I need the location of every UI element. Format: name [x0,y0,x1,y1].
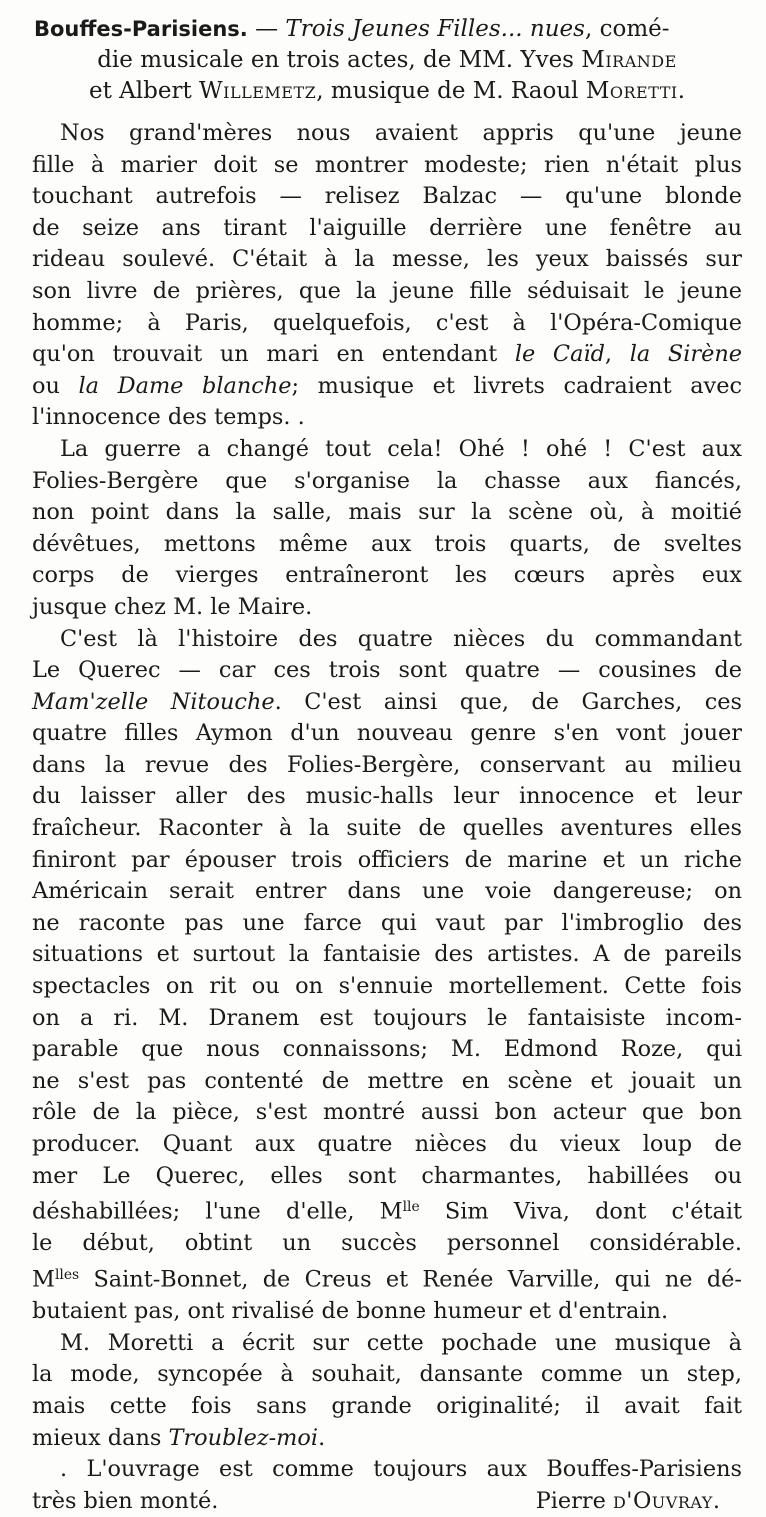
opera-title: la Dame blanche [78,372,292,399]
text-line: parable que nous connaissons; M. Edmond Roze, qui [32,1036,742,1063]
text-line: Américain serait entrer dans une voie dangereuse; on [32,878,742,905]
text-line: très bien monté. [32,1487,219,1514]
text-line: Mam'zelle Nitouche. C'est ainsi que, de Garches, ces [32,688,742,715]
paragraph [32,624,742,1328]
text-line: non point dans la salle, mais sur la scène où, à moitié [32,499,742,526]
text-line: mais cette fois sans grande originalité; il avait fait [32,1393,742,1419]
text-line: producer. Quant aux quatre nièces du vieux loup de [32,1131,742,1157]
text-line: de seize ans tirant l'aiguille derrière une fenêtre au [32,214,742,241]
signature: Pierre d'Ouvray. [535,1487,720,1514]
text-line: ou la Dame blanche; musique et livrets cadraient avec [32,372,742,399]
text-line: butaient pas, ont rivalisé de bonne humeur et d'entrain. [32,1298,669,1325]
work-title: Mam'zelle Nitouche [32,688,275,715]
theatre-name: Bouffes-Parisiens. [34,17,248,41]
text-line: du laisser aller des music-halls leur innocence et leur [32,783,742,810]
text-line: C'est là l'histoire des quatre nièces du commandant [60,625,742,652]
text-line: M. Moretti a écrit sur cette pochade une musique à [60,1329,742,1356]
text-line: $M^{lles}$ Saint-Bonnet, de Creus et Renée Varville, qui ne dé- [32,1266,742,1293]
text-line: déshabillées; l'une d'elle, $M^{lle}$ Sim Viva, dont c'était [32,1198,742,1225]
text-line: homme; à Paris, quelquefois, c'est à l'Opéra-Comique [32,309,742,336]
text-line: ne s'est pas contenté de mettre en scène et jouait un [32,1067,742,1094]
text-line: ne raconte pas une farce qui vaut par l'imbroglio des [32,909,742,936]
text-line: finiront par épouser trois officiers de marine et un riche [32,846,742,873]
work-title: Troublez-moi [168,1424,319,1451]
play-title: Trois Jeunes Filles... nues [285,16,585,42]
author-name: Willemetz [199,78,317,104]
text-line: fille à marier doit se montrer modeste; rien n'était plus [32,151,742,178]
text-line: La guerre a changé tout cela! Ohé ! ohé ! C'est aux [60,435,742,462]
paragraph [32,1454,742,1517]
text-line: le début, obtint un succès personnel considérable. [32,1230,742,1257]
opera-title: le Caïd [514,341,605,368]
text-line: son livre de prières, que la jeune fille séduisait le jeune [32,277,742,304]
text-line: touchant autrefois — relisez Balzac — qu'une blonde [32,183,742,210]
heading-line: die musicale en trois actes, de MM. Yves Mirande [97,47,677,73]
text-line: dévêtues, mettons même aux trois quarts, de sveltes [32,530,742,557]
text-line: qu'on trouvait un mari en entendant le Caïd, la Sirène [32,341,742,368]
text-line: Folies-Bergère que s'organise la chasse aux fiancés, [32,467,742,494]
composer-name: Moretti [585,78,678,104]
text-line: situations et surtout la fantaisie des artistes. A de pareils [32,941,742,968]
opera-title: la Sirène [629,341,742,368]
text-line: jusque chez M. le Maire. [32,593,313,620]
text-line: Nos grand'mères nous avaient appris qu'une jeune [60,120,742,146]
review-heading [34,14,740,107]
heading-line: et Albert Willemetz, musique de M. Raoul Moretti. [88,78,685,104]
text-line: on a ri. M. Dranem est toujours le fantaisiste incom- [32,1004,742,1031]
heading-line: Bouffes-Parisiens. — Trois Jeunes Filles... nues, comé- [34,16,670,42]
text-line: corps de vierges entraîneront les cœurs après eux [32,562,742,589]
text-line: . L'ouvrage est comme toujours aux Bouffes-Parisiens [60,1456,742,1483]
paragraph [32,1328,742,1454]
paragraph [32,434,742,624]
text-line: l'innocence des temps. . [32,404,305,431]
text-line: rôle de la pièce, s'est montré aussi bon acteur que bon [32,1099,742,1126]
text-line: rideau soulevé. C'était à la messe, les yeux baissés sur [32,246,742,273]
text-line: fraîcheur. Raconter à la suite de quelles aventures elles [32,815,742,842]
text-line: spectacles on rit ou on s'ennuie mortellement. Cette fois [32,973,742,1000]
text-line: mieux dans Troublez-moi. [32,1424,326,1451]
text-line: dans la revue des Folies-Bergère, conservant au milieu [32,751,742,778]
text-line: quatre filles Aymon d'un nouveau genre s'en vont jouer [32,720,742,747]
text-line: mer Le Querec, elles sont charmantes, habillées ou [32,1162,742,1189]
text-line: la mode, syncopée à souhait, dansante comme un step, [32,1361,742,1388]
review-body [32,118,742,1517]
closing-line [32,1486,742,1517]
paragraph [32,118,742,434]
author-name: Mirande [581,47,677,73]
text-line: Le Querec — car ces trois sont quatre — cousines de [32,657,742,684]
